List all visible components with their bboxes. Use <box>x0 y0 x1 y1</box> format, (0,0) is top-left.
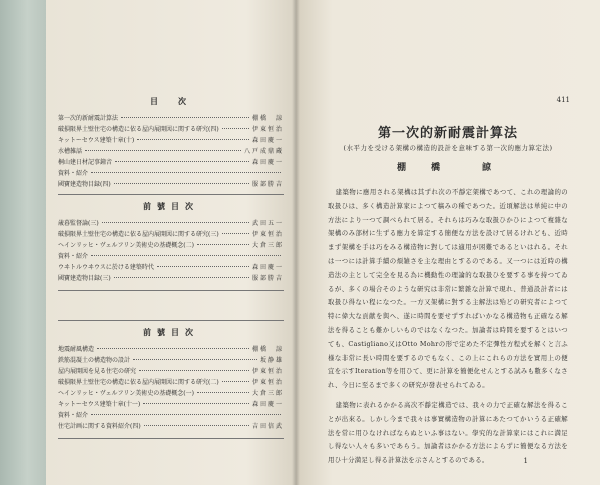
body-paragraph: 建築物に應用される架構は其ずれ次の不靜定架構であつて、これの理論的の取扱ひは、多く構造計算家によつて稿みの種であつた。近頃解法は単純に中の方法により一つて調べられて居る。それらは巧みな取扱ひかひによつて複雜な架構のみ部材に生ずる應力を算定する簡便な方法を設けて居るけれども、近時まず架構を手は巧をみる構造物に對しては適用が困難であるといはれる。それは一つには計算手續の煩雑さを主な理由とするのである。又一つには近時の構造法の主として完全を見る為に機動性の理論的な取扱ひを要する事を持つてゐるが、多くの場合そのような研究は非常に繁雜な計算で現れ、普通設計者には取扱ひ得ない程になつた。一方又架構に對する主解法は殆どの研究者によつて特に偉大な貢献を與へ、遂に時間を要せずすればいかなる構造物も正確なる解法を得ることも難かしいものではなくなつた。加論者は時間を要するとはいつても、Castigliano又はOtto Mohrの形で定めた不定彈性方程式を解くと言ふ様な非常に長い時間を要するのでもなく、この上にこれらの方法を實用上の便宜を示すIteration等を用ひて、更に計算を簡便化せんとする試みも數多くなされ、今日に至るまで多くの研究が發表せられてゐる。 <box>328 188 568 390</box>
toc-entry-author: 伊東恒治 <box>251 379 284 386</box>
page-number: 411 <box>556 96 570 104</box>
toc-leader-dots <box>91 172 281 173</box>
toc-entry <box>58 179 284 190</box>
toc-entry-title: 資料・紹介 <box>58 170 89 177</box>
article-body <box>328 186 568 468</box>
toc-leader-dots <box>139 370 249 371</box>
prev-issue-title-2: 前號目次 <box>143 327 199 337</box>
toc-entry <box>58 135 284 146</box>
toc-leader-dots <box>197 392 249 393</box>
toc-entry-author: 森田慶一 <box>251 401 284 408</box>
toc-leader-dots <box>115 161 249 162</box>
toc-entry-author: 武田五一 <box>251 220 284 227</box>
toc-entry-title: 住宅計画に関する資料紹介(四) <box>58 423 141 430</box>
toc-entry-title: 資料・紹介 <box>58 253 89 260</box>
toc-entry <box>58 273 284 284</box>
toc-entry <box>58 146 284 157</box>
toc-entry <box>58 240 284 251</box>
book-gutter <box>292 0 300 485</box>
toc-entry-author: 森田慶一 <box>251 264 284 271</box>
toc-entry-author: 吉田信武 <box>251 423 284 430</box>
toc-leader-dots <box>222 381 249 382</box>
toc-section <box>58 96 284 190</box>
toc-entry <box>58 344 284 355</box>
toc-entry <box>58 251 284 262</box>
toc-leader-dots <box>102 222 249 223</box>
toc-entry-title: 破損限界土壁住宅の構造に依る屋内展開図に関する研究(三) <box>58 231 219 238</box>
toc-entry-title: キットーセウス建築十章(十一) <box>58 401 141 408</box>
toc-entry <box>58 388 284 399</box>
toc-entry <box>58 157 284 168</box>
toc-entry-author: 伊東恒治 <box>251 126 284 133</box>
toc-entry-author: 服部勝吉 <box>251 275 284 282</box>
toc-entry-title: 國寶建造物目録(三) <box>58 275 111 282</box>
toc-entry-author: 伊東恒治 <box>251 368 284 375</box>
toc-leader-dots <box>222 128 249 129</box>
left-page <box>46 0 296 485</box>
toc-entry <box>58 113 284 124</box>
toc-leader-dots <box>137 139 249 140</box>
toc-entry <box>58 124 284 135</box>
toc-leader-dots <box>91 255 281 256</box>
toc-entry-title: 歳暮監督論(三) <box>58 220 99 227</box>
right-page <box>296 0 600 485</box>
toc-leader-dots <box>121 117 249 118</box>
article-author: 棚 橋 諒 <box>396 163 499 173</box>
toc-entry-author: 伊東恒治 <box>251 231 284 238</box>
toc-entry <box>58 399 284 410</box>
toc-entry-author: 大倉三郎 <box>251 390 284 397</box>
toc-entry-title: 第一次的新耐震計算法 <box>58 115 119 122</box>
body-paragraph: 建築物に表れるかかる高次不靜定構造では、我々の力で正確な解法を得ることが出來る。しかし今まで我々は事實構造物の計算にあたつてかいうる正確解法を常に用ひなければならぬといふ事はない。學究的な計算家にはこれに満足し得ない人々も多いであらう。加論者はかかる方法によらずに簡便なる方法を用ひ十分満足し得る計算法を示さんとするのである。 <box>328 400 568 465</box>
prev-issue-section <box>58 194 284 291</box>
toc-entry-title: 國寶建造物目録(四) <box>58 181 111 188</box>
toc-entry-title: 資料・紹介 <box>58 412 89 419</box>
toc-entry <box>58 410 284 421</box>
toc-entry <box>58 355 284 366</box>
toc-title: 目 次 <box>150 96 192 106</box>
toc-leader-dots <box>85 150 241 151</box>
toc-entry <box>58 168 284 179</box>
toc-entry-title: ウヰトルウヰウスに於ける建築時代 <box>58 264 154 271</box>
toc-entry-author: 棚橋 諒 <box>251 346 284 353</box>
toc-leader-dots <box>197 244 249 245</box>
toc-leader-dots <box>157 266 249 267</box>
toc-entry <box>58 366 284 377</box>
cover-edge <box>0 0 46 485</box>
toc-leader-dots <box>144 425 249 426</box>
toc-entry-author: 坂静雄 <box>259 357 284 364</box>
toc-leader-dots <box>143 403 249 404</box>
toc-entry-title: キットーセウス建築十章(十) <box>58 137 135 144</box>
prev-issue-section-2 <box>58 320 284 439</box>
toc-leader-dots <box>97 348 249 349</box>
toc-leader-dots <box>133 359 257 360</box>
toc-entry-author: 棚橋 諒 <box>251 115 284 122</box>
toc-entry-author: 森田慶一 <box>251 137 284 144</box>
toc-entry-title: 破損限界土壁住宅の構造に依る屋内展開図に関する研究(二) <box>58 379 219 386</box>
toc-entry-title: 破損限界土壁住宅の構造に依る屋内展開図に関する研究(四) <box>58 126 219 133</box>
toc-entry-author: 大倉三郎 <box>251 242 284 249</box>
toc-entry <box>58 218 284 229</box>
toc-leader-dots <box>91 414 281 415</box>
toc-entry-title: 地震耐風構造 <box>58 346 95 353</box>
toc-leader-dots <box>222 233 249 234</box>
toc-leader-dots <box>114 183 249 184</box>
footer-page-number: 1 <box>523 457 528 465</box>
toc-entry-author: 八戸成鼎蔵 <box>243 148 284 155</box>
toc-entry <box>58 377 284 388</box>
toc-entry-title: 桐山建日材記事鐘音 <box>58 159 113 166</box>
article-subtitle: (水平力を受ける架構の構造的設計を意味する第一次的應力算定法) <box>343 144 553 152</box>
article-title: 第一次的新耐震計算法 <box>377 126 518 141</box>
toc-entry <box>58 262 284 273</box>
toc-entry-author: 森田慶一 <box>251 159 284 166</box>
toc-entry-title: ヘインリッヒ・ヴェルフリン美術史の基礎概念(二) <box>58 242 194 249</box>
toc-entry-title: ヘインリッヒ・ヴェルフリン美術史の基礎概念(一) <box>58 390 194 397</box>
toc-entry <box>58 229 284 240</box>
toc-entry-title: 鉄筋混凝土の構造物の設計 <box>58 357 131 364</box>
prev-issue-title: 前號目次 <box>143 201 199 211</box>
toc-entry-title: 水槽雑話 <box>58 148 83 155</box>
toc-entry-title: 屋内展開図を見る住宅の研究 <box>58 368 137 375</box>
toc-entry <box>58 421 284 432</box>
toc-leader-dots <box>114 277 249 278</box>
toc-entry-author: 服部勝吉 <box>251 181 284 188</box>
